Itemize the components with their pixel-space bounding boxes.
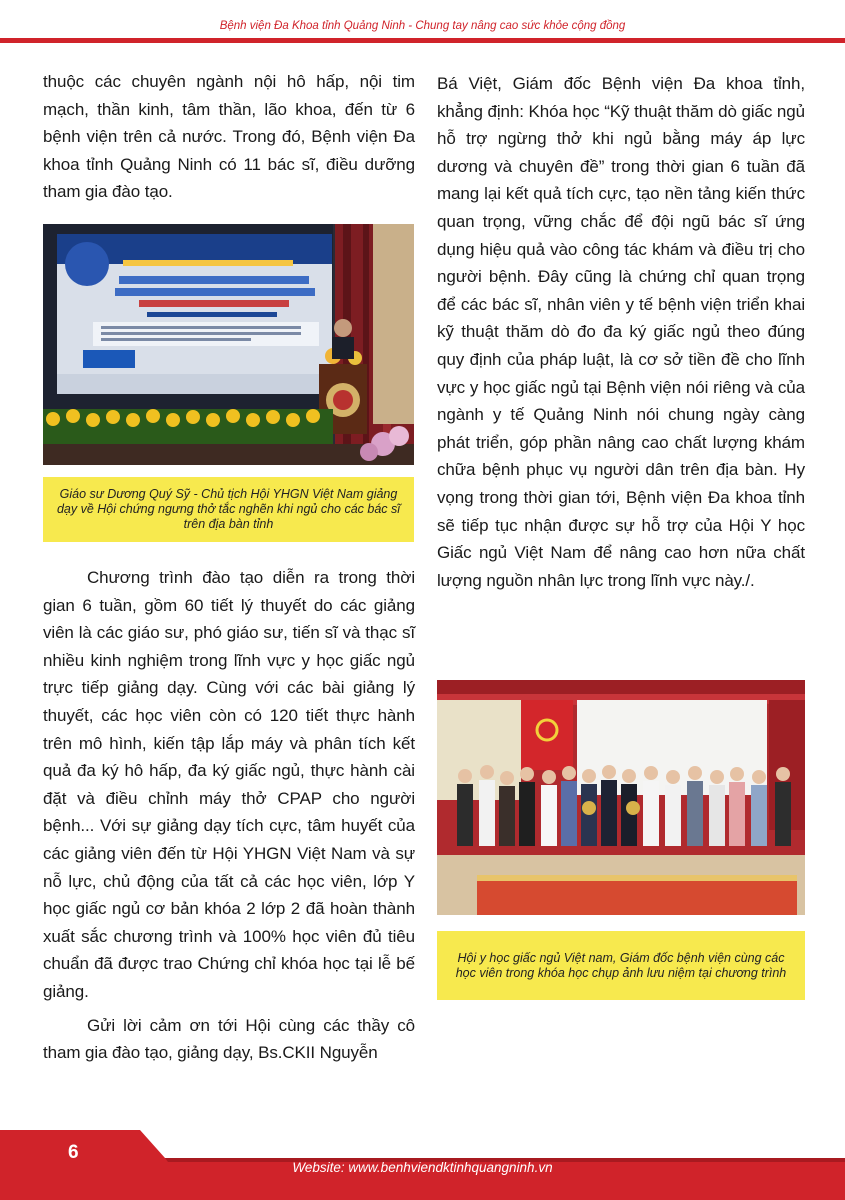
group-photo-caption: Hội y học giấc ngủ Việt nam, Giám đốc bệnh viện cùng các học viên trong khóa học chụp ảnh lưu niệm tại chương trình — [437, 931, 805, 1000]
lecture-photo-caption: Giáo sư Dương Quý Sỹ - Chủ tịch Hội YHGN Việt Nam giảng dạy về Hội chứng ngưng thở tắc nghẽn khi ngủ cho các bác sĩ trên địa bàn tỉnh — [43, 477, 414, 542]
left-column — [43, 68, 415, 206]
left-paragraph-1: thuộc các chuyên ngành nội hô hấp, nội tim mạch, thần kinh, tâm thần, lão khoa, đến từ 6 bệnh viện trên cả nước. Trong đó, Bệnh viện Đa khoa tỉnh Quảng Ninh có 11 bác sĩ, điều dưỡng tham gia đào tạo. — [43, 72, 415, 202]
left-paragraph-2: Chương trình đào tạo diễn ra trong thời gian 6 tuần, gồm 60 tiết lý thuyết do các giảng viên là các giáo sư, phó giáo sư, tiến sĩ và thạc sĩ nhiều kinh nghiệm trong lĩnh vực y học giấc ngủ trực tiếp giảng dạy. Cùng với các bài giảng lý thuyết, các học viên còn có 120 tiết thực hành trên mô hình, kiến tập lắp máy và phân tích kết quả đa ký hô hấp, đa ký giấc ngủ, thực hành cài đặt và điều chỉnh máy thở CPAP cho người bệnh... Với sự giảng dạy tích cực, tâm huyết của các giảng viên đến từ Hội YHGN Việt Nam và sự nỗ lực, chủ động của tất cả các học viên, lớp Y học giấc ngủ cơ bản khóa 2 lớp 2 đã hoàn thành xuất sắc chương trình và 100% học viên đủ tiêu chuẩn đã được trao Chứng chỉ khóa học tại lễ bế giảng. — [43, 568, 415, 1001]
header-slogan: Bệnh viện Đa Khoa tỉnh Quảng Ninh - Chung tay nâng cao sức khỏe cộng đồng — [219, 20, 626, 32]
left-column-lower — [43, 564, 415, 1067]
header-rule — [0, 38, 845, 43]
left-paragraph-3: Gửi lời cảm ơn tới Hội cùng các thầy cô tham gia đào tạo, giảng dạy, Bs.CKII Nguyễn — [43, 1015, 415, 1063]
page-header — [0, 0, 845, 42]
group-photo — [437, 680, 805, 915]
page-footer — [0, 1130, 845, 1200]
right-column — [437, 70, 805, 594]
lecture-photo — [43, 224, 414, 465]
page-number: 6 — [68, 1142, 79, 1163]
right-paragraph-1: Bá Việt, Giám đốc Bệnh viện Đa khoa tỉnh, khẳng định: Khóa học “Kỹ thuật thăm dò giấc ngủ hỗ trợ ngừng thở khi ngủ bằng máy áp lực dương và chuyên đề” trong thời gian 6 tuần đã mang lại kết quả tích cực, tạo nền tảng kiến thức quan trọng, vững chắc để đội ngũ bác sĩ ứng dụng hiệu quả vào công tác khám và điều trị cho người bệnh. Đây cũng là chứng chỉ quan trọng để các bác sĩ, nhân viên y tế bệnh viện triển khai kỹ thuật thăm dò đo đa ký giấc ngủ theo đúng quy định của pháp luật, là cơ sở tiền đề cho lĩnh vực y học giấc ngủ tại Bệnh viện nói riêng và của ngành y tế Quảng Ninh nói chung ngày càng phát triển, góp phần nâng cao chất lượng khám chữa bệnh phục vụ người dân trên địa bàn. Hy vọng trong thời gian tới, Bệnh viện Đa khoa tỉnh sẽ tiếp tục nhận được sự hỗ trợ của Hội Y học Giấc ngủ Việt Nam để nâng cao hơn nữa chất lượng nguồn nhân lực trong lĩnh vực này./. — [437, 74, 805, 590]
footer-website: Website: www.benhviendktinhquangninh.vn — [292, 1160, 553, 1175]
